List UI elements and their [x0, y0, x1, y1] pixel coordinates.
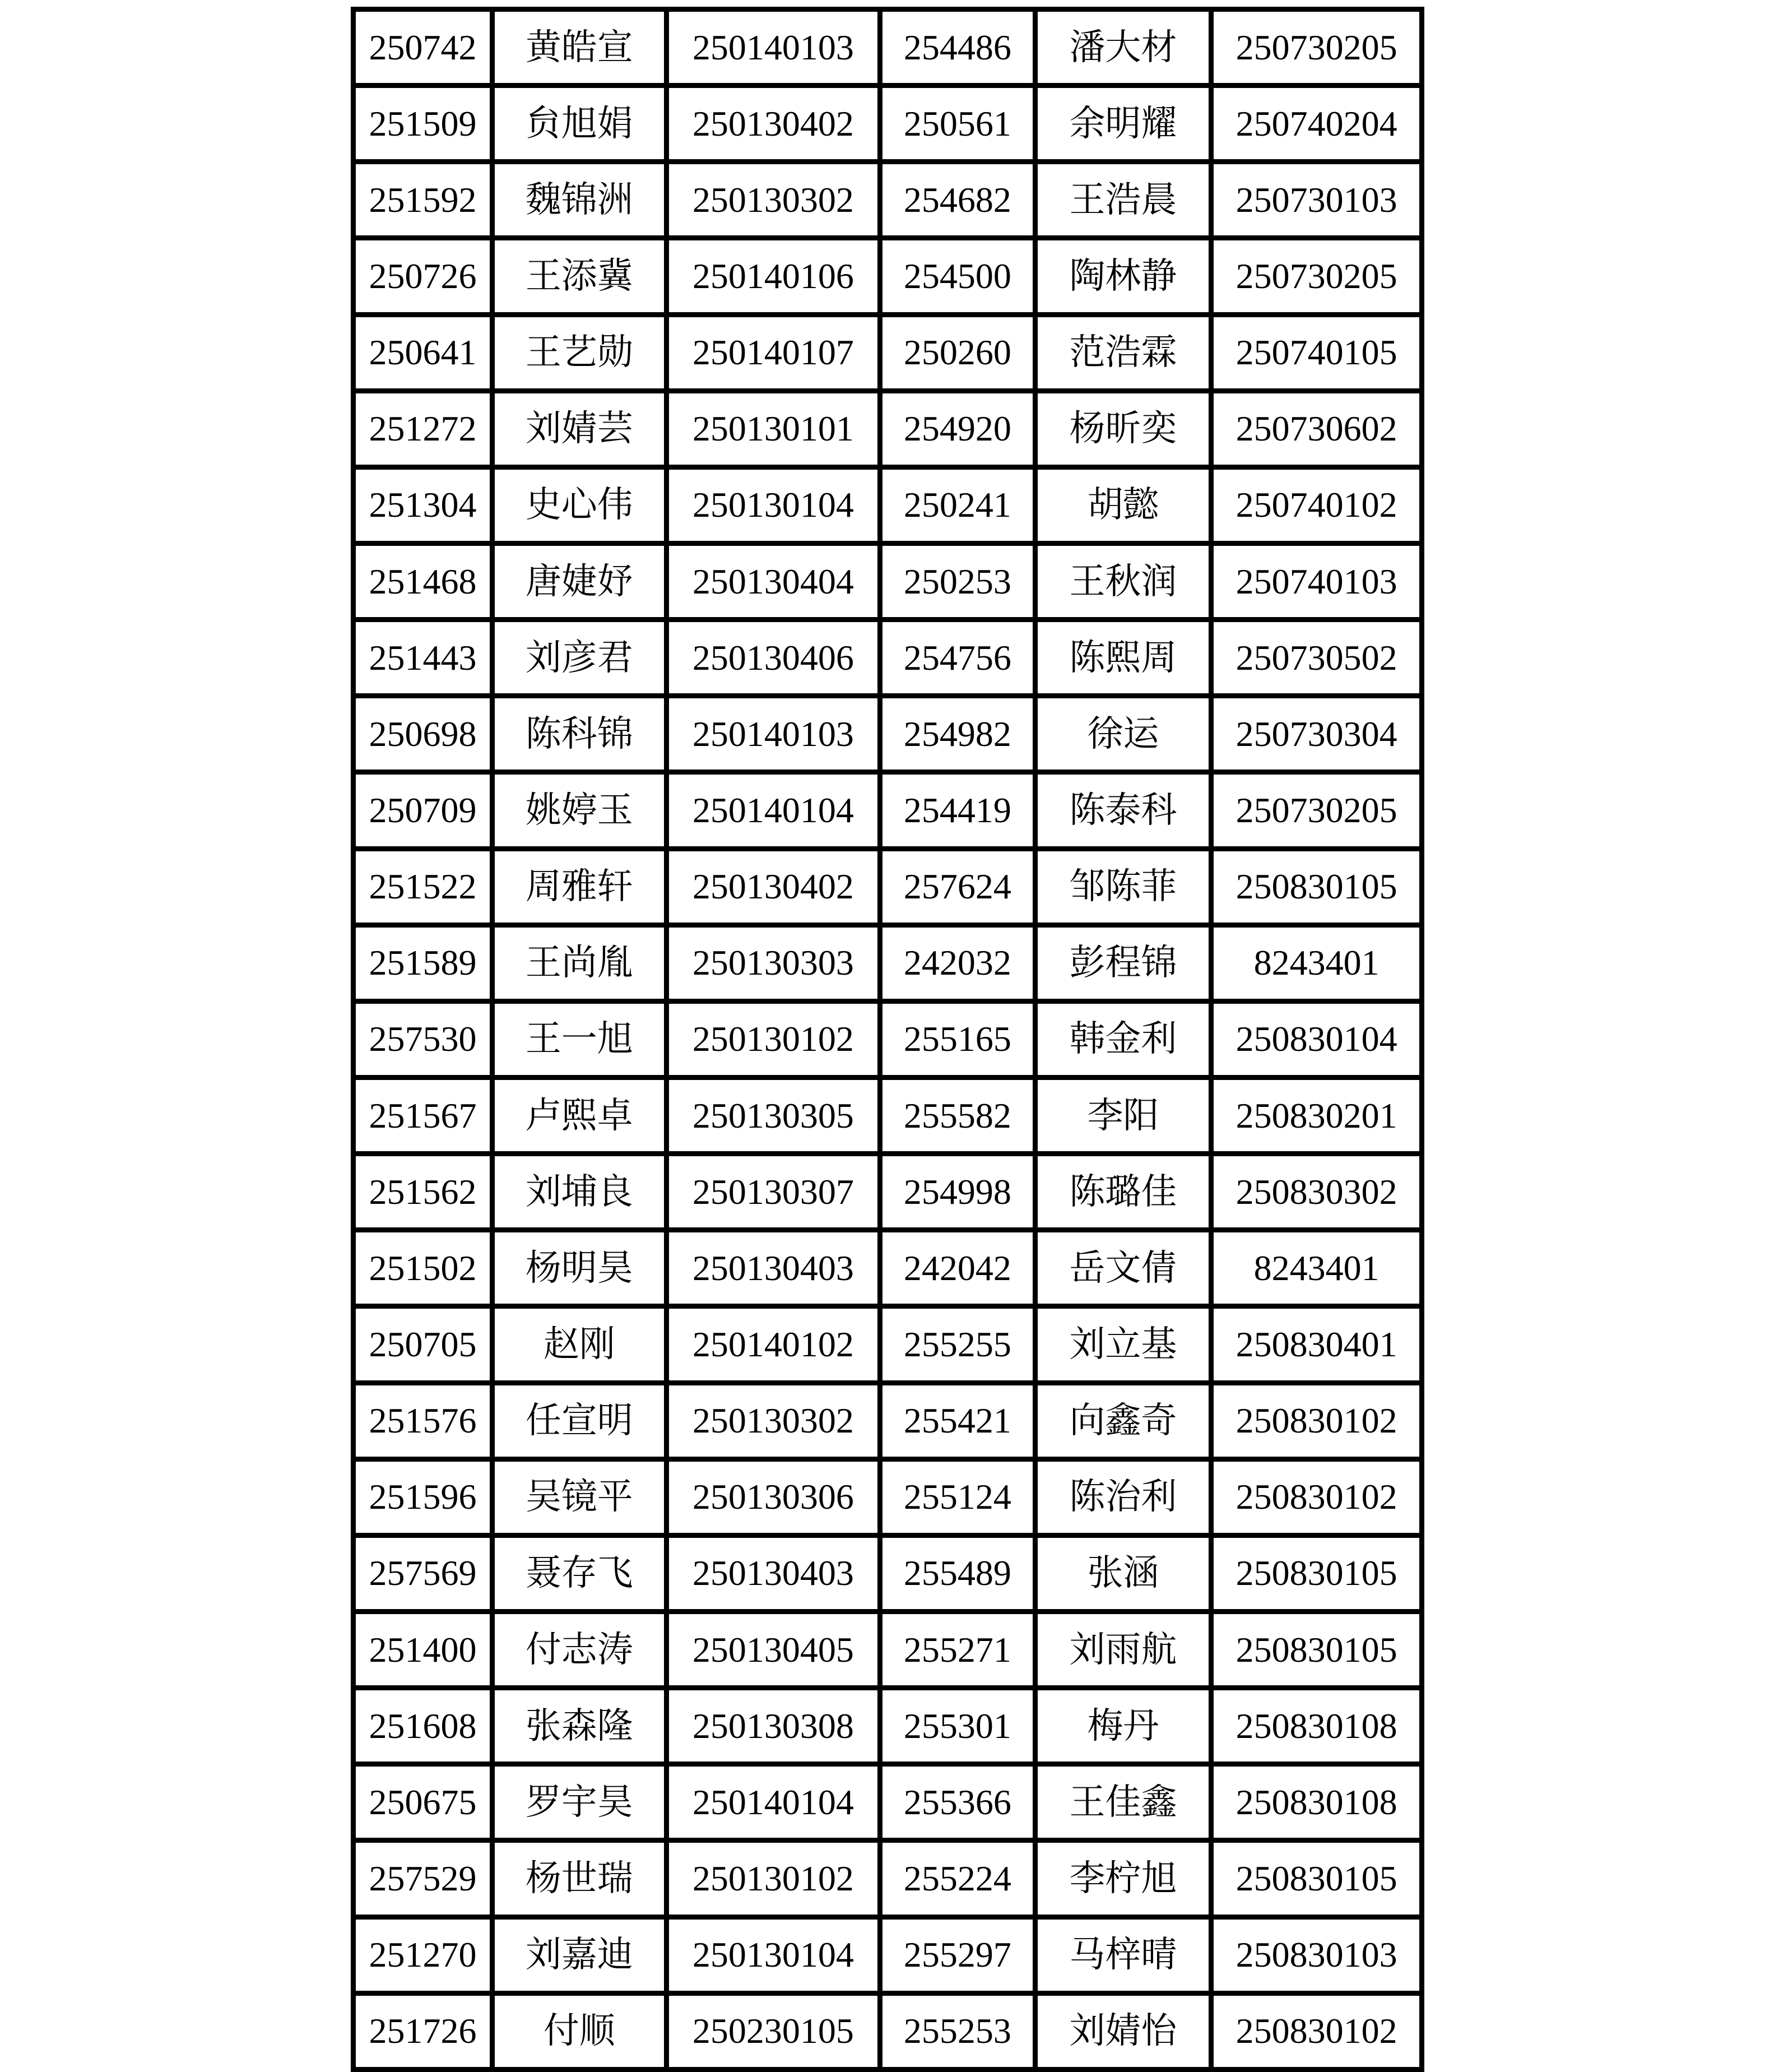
student-name-cell: 马梓晴 [1035, 1917, 1211, 1993]
class-code-cell: 250740103 [1211, 543, 1422, 619]
exam-id-cell: 250742 [354, 10, 493, 86]
exam-id-cell: 255165 [880, 1001, 1035, 1077]
class-code-cell: 250140103 [666, 10, 880, 86]
class-code-cell: 250730205 [1211, 10, 1422, 86]
student-name-cell: 付顺 [492, 1993, 666, 2069]
class-code-cell: 250830108 [1211, 1688, 1422, 1764]
exam-id-cell: 257624 [880, 849, 1035, 925]
student-name-cell: 王艺勋 [492, 314, 666, 391]
student-name-cell: 刘婧怡 [1035, 1993, 1211, 2069]
student-name-cell: 李阳 [1035, 1077, 1211, 1153]
exam-id-cell: 250705 [354, 1306, 493, 1383]
class-code-cell: 250140103 [666, 696, 880, 772]
student-name-cell: 杨昕奕 [1035, 391, 1211, 467]
student-name-cell: 陶林静 [1035, 238, 1211, 314]
class-code-cell: 250830201 [1211, 1077, 1422, 1153]
student-name-cell: 王添冀 [492, 238, 666, 314]
exam-id-cell: 250561 [880, 86, 1035, 162]
table-row [354, 1688, 1422, 1764]
table-row [354, 1383, 1422, 1459]
class-code-cell: 250830105 [1211, 1611, 1422, 1688]
table-row [354, 1993, 1422, 2069]
class-code-cell: 250140106 [666, 238, 880, 314]
class-code-cell: 250830108 [1211, 1764, 1422, 1841]
exam-id-cell: 250253 [880, 543, 1035, 619]
exam-id-cell: 255301 [880, 1688, 1035, 1764]
table-row [354, 696, 1422, 772]
table-row [354, 1306, 1422, 1383]
student-name-cell: 姚婷玉 [492, 772, 666, 849]
exam-id-cell: 251304 [354, 467, 493, 543]
table-row [354, 391, 1422, 467]
student-name-cell: 贠旭娟 [492, 86, 666, 162]
class-code-cell: 250130405 [666, 1611, 880, 1688]
student-name-cell: 刘婧芸 [492, 391, 666, 467]
exam-id-cell: 250698 [354, 696, 493, 772]
table-row [354, 1154, 1422, 1230]
table-row [354, 314, 1422, 391]
class-code-cell: 8243401 [1211, 1230, 1422, 1306]
class-code-cell: 250740204 [1211, 86, 1422, 162]
student-name-cell: 梅丹 [1035, 1688, 1211, 1764]
student-name-cell: 王佳鑫 [1035, 1764, 1211, 1841]
exam-id-cell: 251576 [354, 1383, 493, 1459]
exam-id-cell: 255271 [880, 1611, 1035, 1688]
student-name-cell: 罗宇昊 [492, 1764, 666, 1841]
table-row [354, 849, 1422, 925]
table-row [354, 1535, 1422, 1611]
exam-id-cell: 242032 [880, 925, 1035, 1001]
class-code-cell: 250830103 [1211, 1917, 1422, 1993]
class-code-cell: 250130403 [666, 1535, 880, 1611]
class-code-cell: 250230105 [666, 1993, 880, 2069]
student-name-cell: 张森隆 [492, 1688, 666, 1764]
table-row [354, 1001, 1422, 1077]
class-code-cell: 250730103 [1211, 162, 1422, 238]
class-code-cell: 250130104 [666, 1917, 880, 1993]
exam-id-cell: 251400 [354, 1611, 493, 1688]
student-name-cell: 王一旭 [492, 1001, 666, 1077]
exam-id-cell: 250241 [880, 467, 1035, 543]
table-row [354, 10, 1422, 86]
class-code-cell: 250730205 [1211, 772, 1422, 849]
table-row [354, 1077, 1422, 1153]
student-name-cell: 刘彦君 [492, 620, 666, 696]
class-code-cell: 250830105 [1211, 1535, 1422, 1611]
class-code-cell: 250130307 [666, 1154, 880, 1230]
student-name-cell: 彭程锦 [1035, 925, 1211, 1001]
student-name-cell: 向鑫奇 [1035, 1383, 1211, 1459]
exam-id-cell: 257530 [354, 1001, 493, 1077]
exam-id-cell: 251608 [354, 1688, 493, 1764]
student-name-cell: 陈熙周 [1035, 620, 1211, 696]
exam-id-cell: 255255 [880, 1306, 1035, 1383]
class-code-cell: 250130404 [666, 543, 880, 619]
class-code-cell: 250830401 [1211, 1306, 1422, 1383]
student-name-cell: 陈泰科 [1035, 772, 1211, 849]
student-name-cell: 陈璐佳 [1035, 1154, 1211, 1230]
class-code-cell: 250130102 [666, 1841, 880, 1917]
exam-id-cell: 250675 [354, 1764, 493, 1841]
student-name-cell: 史心伟 [492, 467, 666, 543]
table-row [354, 86, 1422, 162]
exam-id-cell: 255366 [880, 1764, 1035, 1841]
table-row [354, 238, 1422, 314]
class-code-cell: 250130406 [666, 620, 880, 696]
table-row [354, 1841, 1422, 1917]
student-name-cell: 潘大材 [1035, 10, 1211, 86]
student-name-cell: 任宣明 [492, 1383, 666, 1459]
exam-id-cell: 254982 [880, 696, 1035, 772]
exam-id-cell: 251522 [354, 849, 493, 925]
exam-id-cell: 254486 [880, 10, 1035, 86]
class-code-cell: 250130305 [666, 1077, 880, 1153]
exam-id-cell: 250260 [880, 314, 1035, 391]
class-code-cell: 250830104 [1211, 1001, 1422, 1077]
class-code-cell: 250830105 [1211, 1841, 1422, 1917]
student-name-cell: 付志涛 [492, 1611, 666, 1688]
exam-id-cell: 257529 [354, 1841, 493, 1917]
class-code-cell: 250740105 [1211, 314, 1422, 391]
class-code-cell: 250130402 [666, 849, 880, 925]
exam-id-cell: 251589 [354, 925, 493, 1001]
exam-id-cell: 242042 [880, 1230, 1035, 1306]
exam-id-cell: 255297 [880, 1917, 1035, 1993]
exam-id-cell: 254998 [880, 1154, 1035, 1230]
student-name-cell: 周雅轩 [492, 849, 666, 925]
class-code-cell: 250130308 [666, 1688, 880, 1764]
class-code-cell: 250830302 [1211, 1154, 1422, 1230]
exam-id-cell: 255224 [880, 1841, 1035, 1917]
student-name-cell: 杨明昊 [492, 1230, 666, 1306]
student-name-cell: 王秋润 [1035, 543, 1211, 619]
class-code-cell: 8243401 [1211, 925, 1422, 1001]
student-name-cell: 范浩霖 [1035, 314, 1211, 391]
exam-id-cell: 251596 [354, 1459, 493, 1535]
exam-id-cell: 251726 [354, 1993, 493, 2069]
student-name-cell: 韩金利 [1035, 1001, 1211, 1077]
class-code-cell: 250740102 [1211, 467, 1422, 543]
student-name-cell: 陈治利 [1035, 1459, 1211, 1535]
student-name-cell: 刘雨航 [1035, 1611, 1211, 1688]
class-code-cell: 250140107 [666, 314, 880, 391]
student-name-cell: 王尚胤 [492, 925, 666, 1001]
roster-table-body [354, 10, 1422, 2070]
class-code-cell: 250730205 [1211, 238, 1422, 314]
exam-id-cell: 255489 [880, 1535, 1035, 1611]
exam-id-cell: 255253 [880, 1993, 1035, 2069]
roster-table [351, 7, 1424, 2072]
table-row [354, 162, 1422, 238]
table-row [354, 543, 1422, 619]
student-name-cell: 魏锦洲 [492, 162, 666, 238]
exam-id-cell: 254920 [880, 391, 1035, 467]
student-name-cell: 黄皓宣 [492, 10, 666, 86]
student-name-cell: 岳文倩 [1035, 1230, 1211, 1306]
class-code-cell: 250130403 [666, 1230, 880, 1306]
student-name-cell: 杨世瑞 [492, 1841, 666, 1917]
exam-id-cell: 257569 [354, 1535, 493, 1611]
class-code-cell: 250130102 [666, 1001, 880, 1077]
exam-id-cell: 254682 [880, 162, 1035, 238]
exam-id-cell: 255421 [880, 1383, 1035, 1459]
exam-id-cell: 254756 [880, 620, 1035, 696]
student-name-cell: 唐婕妤 [492, 543, 666, 619]
exam-id-cell: 251272 [354, 391, 493, 467]
table-row [354, 1459, 1422, 1535]
student-name-cell: 徐运 [1035, 696, 1211, 772]
exam-id-cell: 251270 [354, 1917, 493, 1993]
table-row [354, 1230, 1422, 1306]
class-code-cell: 250140104 [666, 772, 880, 849]
exam-id-cell: 250641 [354, 314, 493, 391]
student-name-cell: 聂存飞 [492, 1535, 666, 1611]
class-code-cell: 250130303 [666, 925, 880, 1001]
exam-id-cell: 254419 [880, 772, 1035, 849]
student-name-cell: 陈科锦 [492, 696, 666, 772]
table-row [354, 620, 1422, 696]
table-row [354, 1917, 1422, 1993]
student-name-cell: 刘埔良 [492, 1154, 666, 1230]
class-code-cell: 250830102 [1211, 1993, 1422, 2069]
student-name-cell: 王浩晨 [1035, 162, 1211, 238]
class-code-cell: 250140102 [666, 1306, 880, 1383]
exam-id-cell: 251592 [354, 162, 493, 238]
table-row [354, 772, 1422, 849]
exam-id-cell: 251562 [354, 1154, 493, 1230]
class-code-cell: 250830105 [1211, 849, 1422, 925]
table-row [354, 1611, 1422, 1688]
exam-id-cell: 251567 [354, 1077, 493, 1153]
exam-id-cell: 251443 [354, 620, 493, 696]
class-code-cell: 250130306 [666, 1459, 880, 1535]
exam-id-cell: 250709 [354, 772, 493, 849]
class-code-cell: 250130302 [666, 1383, 880, 1459]
student-name-cell: 吴镜平 [492, 1459, 666, 1535]
class-code-cell: 250130402 [666, 86, 880, 162]
class-code-cell: 250140104 [666, 1764, 880, 1841]
student-name-cell: 张涵 [1035, 1535, 1211, 1611]
student-name-cell: 余明耀 [1035, 86, 1211, 162]
table-row [354, 925, 1422, 1001]
student-name-cell: 李柠旭 [1035, 1841, 1211, 1917]
exam-id-cell: 250726 [354, 238, 493, 314]
exam-id-cell: 251502 [354, 1230, 493, 1306]
class-code-cell: 250730502 [1211, 620, 1422, 696]
class-code-cell: 250830102 [1211, 1459, 1422, 1535]
table-row [354, 1764, 1422, 1841]
student-name-cell: 刘嘉迪 [492, 1917, 666, 1993]
exam-id-cell: 255582 [880, 1077, 1035, 1153]
exam-id-cell: 255124 [880, 1459, 1035, 1535]
student-name-cell: 卢熙卓 [492, 1077, 666, 1153]
class-code-cell: 250130101 [666, 391, 880, 467]
class-code-cell: 250730304 [1211, 696, 1422, 772]
table-row [354, 467, 1422, 543]
class-code-cell: 250130302 [666, 162, 880, 238]
class-code-cell: 250730602 [1211, 391, 1422, 467]
student-name-cell: 刘立基 [1035, 1306, 1211, 1383]
exam-id-cell: 251509 [354, 86, 493, 162]
class-code-cell: 250830102 [1211, 1383, 1422, 1459]
exam-id-cell: 254500 [880, 238, 1035, 314]
student-name-cell: 赵刚 [492, 1306, 666, 1383]
student-name-cell: 邹陈菲 [1035, 849, 1211, 925]
class-code-cell: 250130104 [666, 467, 880, 543]
exam-id-cell: 251468 [354, 543, 493, 619]
student-name-cell: 胡懿 [1035, 467, 1211, 543]
